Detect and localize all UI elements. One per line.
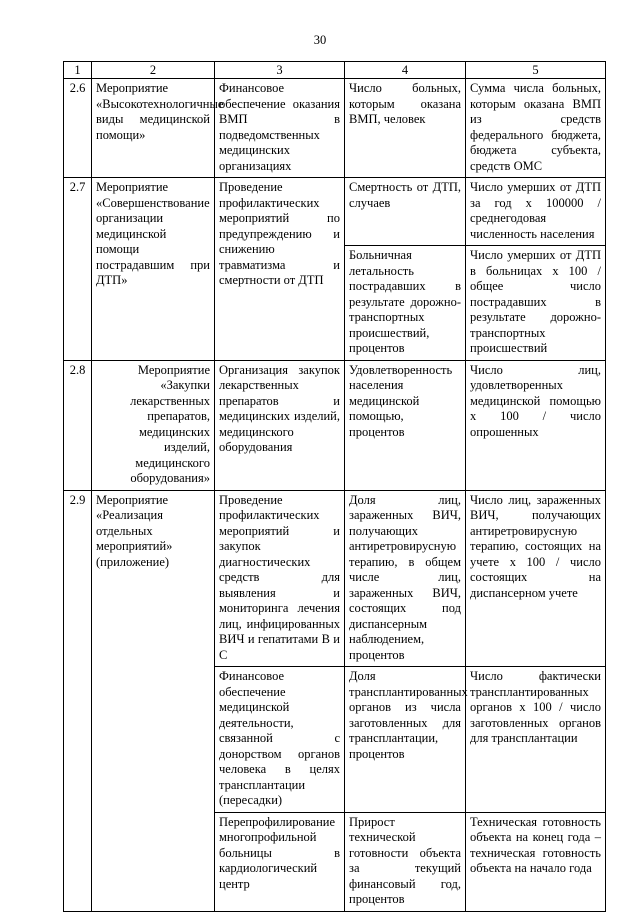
event-cell: Мероприятие «Реализация отдельных мероприятий» (приложение) — [92, 490, 215, 911]
column-number-3: 3 — [215, 62, 345, 79]
measure-cell: Проведение профилактических мероприятий по предупреждению и снижению травматизма и смертности от ДТП — [215, 178, 345, 361]
measure-cell: Финансовое обеспечение оказания ВМП в подведомственных медицинских организациях — [215, 79, 345, 178]
column-number-5: 5 — [466, 62, 606, 79]
indicator-cell: Число больных, которым оказана ВМП, человек — [345, 79, 466, 178]
row-number: 2.6 — [64, 79, 92, 178]
method-cell: Техническая готовность объекта на конец года – техническая готовность объекта на начало года — [466, 812, 606, 911]
method-cell: Число умерших от ДТП в больницах х 100 / общее число пострадавших в результате дорожно-транспортных происшествий — [466, 246, 606, 361]
event-cell: Мероприятие «Совершенствование организации медицинской помощи пострадавшим при ДТП» — [92, 178, 215, 361]
method-cell: Число лиц, зараженных ВИЧ, получающих антиретровирусную терапию, состоящих на учете х 100 / число состоящих на диспансерном учете — [466, 490, 606, 667]
table-header-row — [64, 62, 606, 79]
indicator-cell: Больничная летальность пострадавших в результате дорожно-транспортных происшествий, процентов — [345, 246, 466, 361]
indicator-cell: Смертность от ДТП, случаев — [345, 178, 466, 246]
method-cell: Сумма числа больных, которым оказана ВМП из средств федерального бюджета, бюджета субъекта, средств ОМС — [466, 79, 606, 178]
measure-cell: Перепрофилирование многопрофильной больницы в кардиологический центр — [215, 812, 345, 911]
indicator-cell: Удовлетворенность населения медицинской помощью, процентов — [345, 360, 466, 490]
column-number-2: 2 — [92, 62, 215, 79]
event-cell: Мероприятие «Высокотехнологичные виды медицинской помощи» — [92, 79, 215, 178]
table-row — [64, 79, 606, 178]
table-row — [64, 360, 606, 490]
event-cell: Мероприятие «Закупки лекарственных препаратов, медицинских изделий, медицинского оборудования» — [92, 360, 215, 490]
page-number: 30 — [313, 33, 327, 47]
method-cell: Число умерших от ДТП за год х 100000 / среднегодовая численность населения — [466, 178, 606, 246]
column-number-1: 1 — [64, 62, 92, 79]
table-row — [64, 490, 606, 667]
method-cell: Число лиц, удовлетворенных медицинской помощью х 100 / число опрошенных — [466, 360, 606, 490]
indicator-cell: Доля лиц, зараженных ВИЧ, получающих антиретровирусную терапию, в общем числе лиц, зараженных ВИЧ, состоящих под диспансерным наблюдением, процентов — [345, 490, 466, 667]
measure-cell: Проведение профилактических мероприятий и закупок диагностических средств для выявления и мониторинга лечения лиц, инфицированных ВИЧ и гепатитами B и C — [215, 490, 345, 667]
indicator-cell: Доля трансплантированных органов из числа заготовленных для трансплантации, процентов — [345, 667, 466, 813]
row-number: 2.7 — [64, 178, 92, 361]
row-number: 2.9 — [64, 490, 92, 911]
method-cell: Число фактически трансплантированных органов х 100 / число заготовленных органов для трансплантации — [466, 667, 606, 813]
table-row — [64, 178, 606, 246]
measure-cell: Финансовое обеспечение медицинской деятельности, связанной с донорством органов человека в целях трансплантации (пересадки) — [215, 667, 345, 813]
column-number-4: 4 — [345, 62, 466, 79]
row-number: 2.8 — [64, 360, 92, 490]
indicators-table — [63, 61, 606, 912]
indicator-cell: Прирост технической готовности объекта за текущий финансовый год, процентов — [345, 812, 466, 911]
measure-cell: Организация закупок лекарственных препаратов и медицинских изделий, медицинского оборудования — [215, 360, 345, 490]
